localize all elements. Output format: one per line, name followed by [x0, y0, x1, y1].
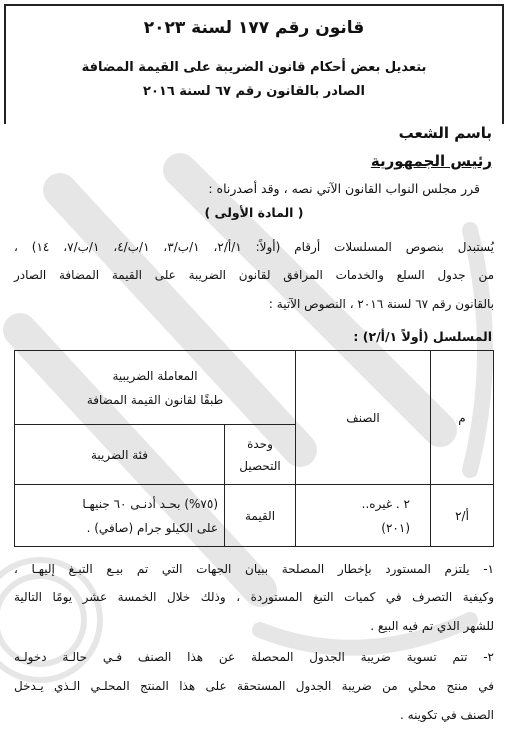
- law-subtitle-line1: بتعديل بعض أحكام قانون الضريبة على القيمة المضافة: [81, 60, 427, 75]
- note1-line1: ١- يلتزم المستورد بإخطار المصلحة ببيان الجهات التي تم بيـع التبـغ إليهـا ،: [14, 562, 494, 576]
- note1-line3: للشهر الذي تم فيه البيع .: [370, 619, 494, 633]
- note2-line1: ٢- تتم تسوية ضريبة الجدول المحصلة عن هذا الصنف فـي حالـة دخولـه: [14, 650, 494, 664]
- item-line1: ٢ . غيره..: [361, 496, 410, 511]
- treatment-subtitle: طبقًا لقانون القيمة المضافة: [86, 392, 224, 407]
- unit-header-line2: التحصيل: [239, 458, 281, 473]
- sequence-label: المسلسل (أولاً ١/أ/٢) :: [353, 329, 492, 344]
- item-line2: (٢٠١): [381, 520, 410, 535]
- note1-line2: وكيفية التصرف في كميات التبغ المستوردة ، وذلك خلال الخمسة عشر يومًا التالية: [14, 590, 494, 604]
- treatment-title: المعاملة الضريبية: [112, 368, 198, 383]
- president-heading: رئيس الجمهورية: [370, 152, 492, 170]
- article-text-line2: من جدول السلع والخدمات المرافق لقانون الضريبة على القيمة المضافة الصادر: [14, 268, 494, 282]
- table-cell-unit: القيمة: [225, 485, 296, 547]
- rate-line2: على الكيلو جرام (صافي) .: [86, 520, 218, 535]
- in-the-name-of-people: باسم الشعب: [398, 124, 492, 142]
- article-heading: ( المادة الأولى ): [204, 205, 304, 220]
- table-cell-rate: [15, 485, 225, 547]
- table-header-rate: فئة الضريبة: [15, 425, 225, 485]
- table-cell-number: أ/٢: [431, 485, 494, 547]
- note2-line3: الصنف في تكوينه .: [400, 708, 494, 722]
- rate-line1: (٧٥%) بحـد أدنـى ٦٠ جنيهـا: [82, 496, 218, 511]
- tax-table: [14, 350, 494, 547]
- table-header-number: م: [431, 351, 494, 485]
- note2-line2: في منتج محلي من ضريبة الجدول المستحقة على هذا المنتج المحلـي الـذي يـدخل: [14, 679, 494, 693]
- law-title: قانون رقم ١٧٧ لسنة ٢٠٢٣: [143, 18, 365, 38]
- table-header-item: الصنف: [296, 351, 431, 485]
- article-text-line1: يُستبدل بنصوص المسلسلات أرقام (أولاً: ١/أ/٢، ١/ب/٣، ١/ب/٤، ١/ب/٧، ١٤) ،: [14, 240, 495, 254]
- table-header-unit: [225, 425, 296, 485]
- decree-text: قرر مجلس النواب القانون الآتي نصه ، وقد أصدرناه :: [208, 181, 480, 196]
- law-subtitle-line2: الصادر بالقانون رقم ٦٧ لسنة ٢٠١٦: [143, 84, 365, 99]
- unit-header-line1: وحدة: [247, 436, 273, 451]
- article-text-line3: بالقانون رقم ٦٧ لسنة ٢٠١٦ ، النصوص الآتية :: [268, 297, 494, 311]
- table-header-treatment: [15, 351, 296, 425]
- table-cell-item: [296, 485, 431, 547]
